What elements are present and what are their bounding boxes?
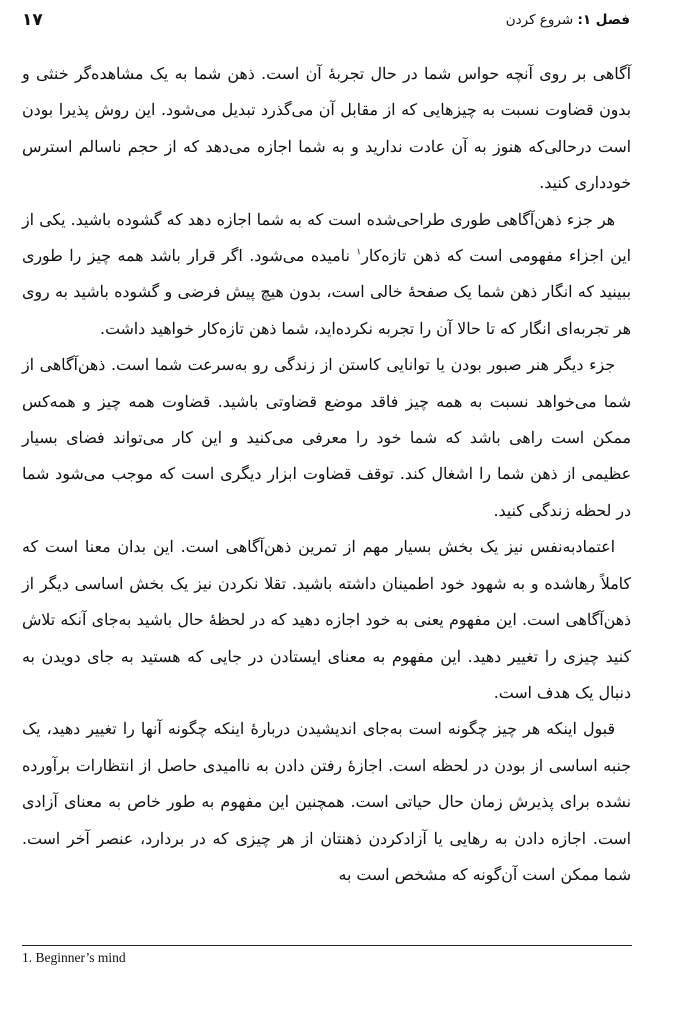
paragraph-3: جزء دیگر هنر صبور بودن یا توانایی کاستن از زندگی رو به‌سرعت شما است. ذهن‌آگاهی از شما می‌خواهد نسبت به همه چیز فاقد موضع قضاوتی باشید. قضاوت همه چیز و همه‌کس ممکن است راهی باشد که شما خود را معرفی می‌کنید و این کار می‌تواند فضای بسیار عظیمی از ذهن شما را اشغال کند. توقف قضاوت ابزار دیگری است که موجب می‌شود شما در لحظه زندگی کنید. (22, 355, 631, 520)
page-number: ۱۷ (22, 10, 43, 30)
footnote: 1. Beginner’s mind (22, 950, 126, 965)
running-head (506, 12, 630, 28)
paragraph-1: آگاهی بر روی آنچه حواس شما در حال تجربهٔ آن است. ذهن شما به یک مشاهده‌گر خنثی و بدون قضاوت نسبت به چیزهایی که از مقابل آن می‌گذرد تبدیل می‌شود. این روش پذیرا بودن است درحالی‌که هنوز به آن عادت ندارید و به شما اجازه می‌دهد که از حجم ناسالم استرس خودداری کنید. (22, 64, 631, 193)
paragraph-2-part-b: نامیده می‌شود. اگر قرار باشد همه چیز را طوری ببینید که انگار ذهن شما یک صفحهٔ خالی است، بدون هیچ پیش فرضی و گشوده باشید به روی هر تجربه‌ای انگار که تا حالا آن را تجربه نکرده‌اید، شما ذهن تازه‌کار خواهید داشت. (22, 246, 631, 338)
chapter-label: فصل ۱: (577, 12, 630, 28)
paragraph-2-part-a: هر جزء ذهن‌آگاهی طوری طراحی‌شده است که به شما اجازه دهد که گشوده باشید. یکی از این اجزاء مفهومی است که ذهن تازه‌کار (22, 209, 631, 266)
footnote-divider (22, 945, 632, 946)
body-text (22, 56, 631, 893)
paragraph-4: اعتمادبه‌نفس نیز یک بخش بسیار مهم از تمرین ذهن‌آگاهی است. این بدان معنا است که کاملاً رهاشده و به شهود خود اطمینان داشته باشید. تقلا نکردن نیز یک بخش اساسی دیگر از ذهن‌آگاهی است. این مفهوم یعنی به خود اجازه دهید که در لحظهٔ حال باشید به‌جای آنکه تلاش کنید چیزی را تغییر دهید. این مفهوم به معنای ایستادن در جایی که هستید به جای دویدن به دنبال یک هدف است. (22, 537, 631, 702)
paragraph-5: قبول اینکه هر چیز چگونه است به‌جای اندیشیدن دربارهٔ اینکه چگونه آنها را تغییر دهید، یک جنبه اساسی از بودن در لحظه است. اجازهٔ رفتن دادن به ناامیدی حاصل از انتظارات برآورده نشده برای پذیرش زمان حال حیاتی است. همچنین این مفهوم به طور خاص به معنای آزادی است. اجازه دادن به رهایی یا آزادکردن ذهنتان از هر چیزی که در بردارد، عنصر آخر است. شما ممکن است آن‌گونه که مشخص است به (22, 719, 631, 884)
footnote-marker: ۱ (356, 247, 362, 258)
page-header (22, 10, 630, 34)
paragraph-2 (22, 202, 631, 348)
chapter-title: شروع کردن (505, 12, 574, 28)
